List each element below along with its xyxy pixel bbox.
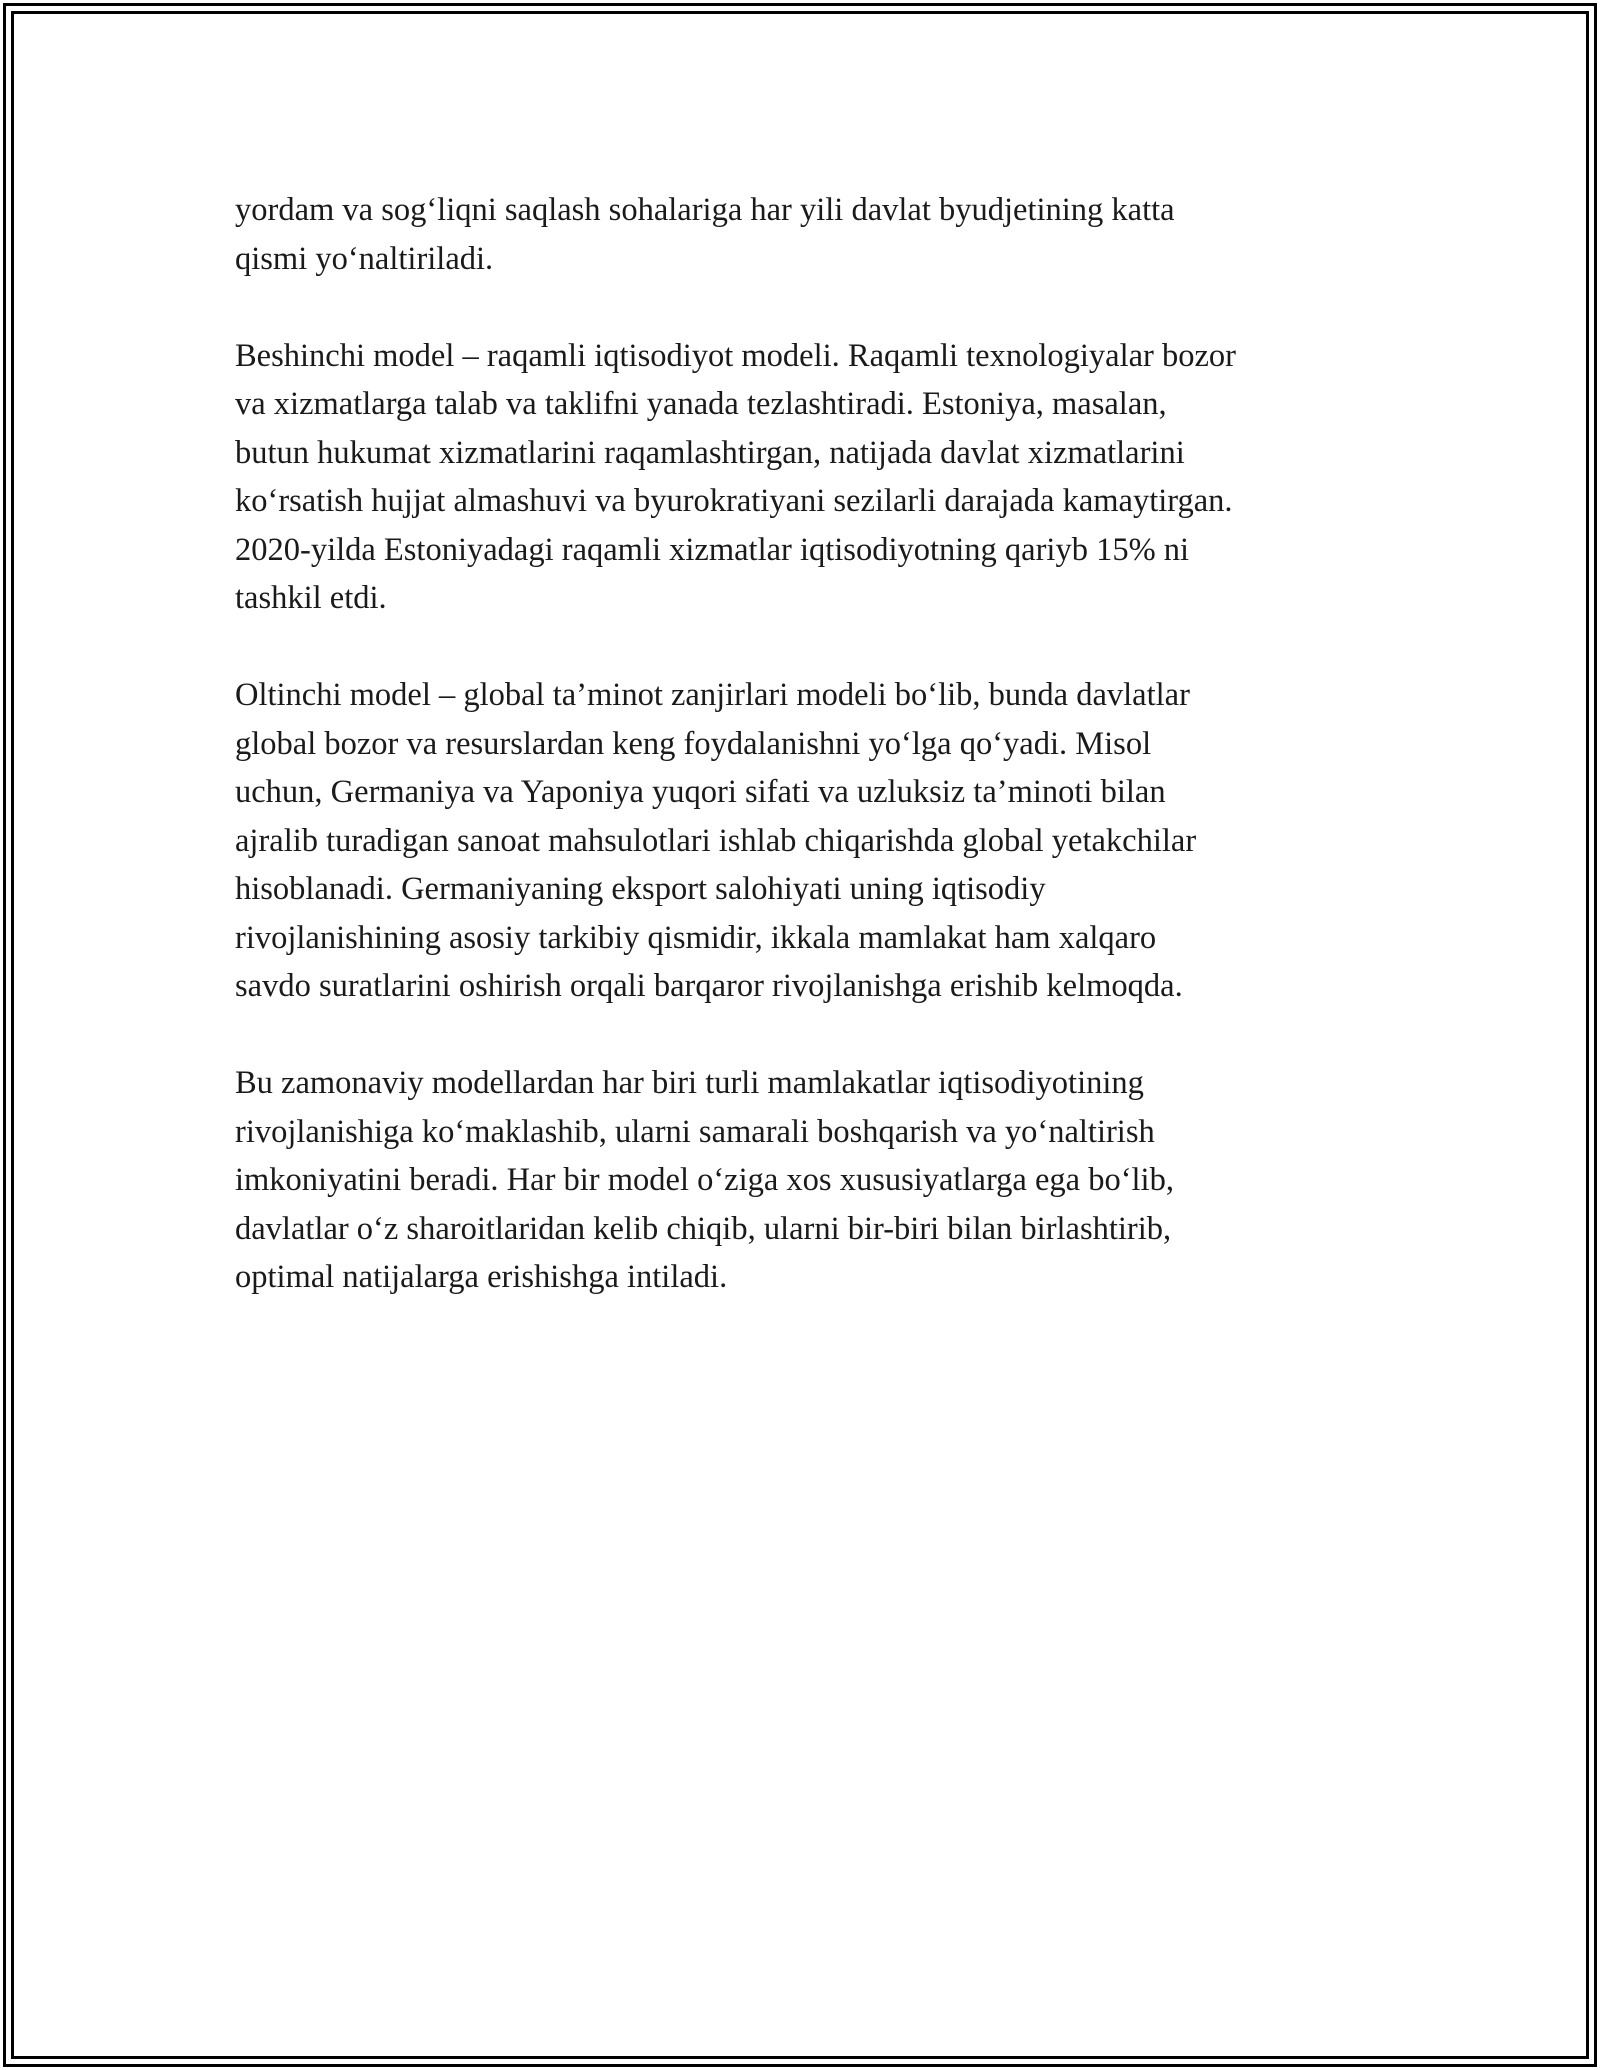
paragraph-4 — [235, 1059, 1385, 1302]
text-line: optimal natijalarga erishishga intiladi. — [235, 1259, 728, 1295]
text-line: savdo suratlarini oshirish orqali barqaror rivojlanishga erishib kelmoqda. — [235, 968, 1183, 1004]
text-line: imkoniyatini beradi. Har bir model o‘ziga xos xususiyatlarga ega bo‘lib, — [235, 1162, 1174, 1198]
paragraph-3 — [235, 671, 1385, 1011]
text-line: rivojlanishiga ko‘maklashib, ularni samarali boshqarish va yo‘naltirish — [235, 1113, 1155, 1150]
text-line: butun hukumat xizmatlarini raqamlashtirgan, natijada davlat xizmatlarini — [235, 434, 1185, 471]
text-line: Bu zamonaviy modellardan har biri turli mamlakatlar iqtisodiyotining — [235, 1065, 1144, 1101]
text-line: qismi yo‘naltiriladi. — [235, 240, 494, 277]
text-line: hisoblanadi. Germaniyaning eksport salohiyati uning iqtisodiy — [235, 871, 1046, 907]
paragraph-2 — [235, 332, 1385, 623]
text-line: ko‘rsatish hujjat almashuvi va byurokratiyani sezilarli darajada kamaytirgan. — [235, 483, 1233, 519]
text-line: Oltinchi model – global ta’minot zanjirlari modeli bo‘lib, bunda davlatlar — [235, 677, 1190, 713]
text-line: yordam va sog‘liqni saqlash sohalariga har yili davlat byudjetining katta — [235, 192, 1175, 228]
text-line: global bozor va resurslardan keng foydalanishni yo‘lga qo‘yadi. Misol — [235, 725, 1152, 762]
text-line: tashkil etdi. — [235, 580, 387, 616]
text-line: Beshinchi model – raqamli iqtisodiyot modeli. Raqamli texnologiyalar bozor — [235, 337, 1236, 374]
text-line: ajralib turadigan sanoat mahsulotlari ishlab chiqarishda global yetakchilar — [235, 822, 1197, 859]
text-line: va xizmatlarga talab va taklifni yanada tezlashtiradi. Estoniya, masalan, — [235, 386, 1167, 422]
text-line: davlatlar o‘z sharoitlaridan kelib chiqib, ularni bir-biri bilan birlashtirib, — [235, 1210, 1172, 1247]
text-line: 2020-yilda Estoniyadagi raqamli xizmatlar iqtisodiyotning qariyb 15% ni — [235, 531, 1190, 568]
text-line: rivojlanishining asosiy tarkibiy qismidir, ikkala mamlakat ham xalqaro — [235, 919, 1157, 956]
paragraph-1 — [235, 186, 1385, 283]
document-body — [235, 186, 1385, 1350]
text-line: uchun, Germaniya va Yaponiya yuqori sifati va uzluksiz ta’minoti bilan — [235, 774, 1166, 810]
